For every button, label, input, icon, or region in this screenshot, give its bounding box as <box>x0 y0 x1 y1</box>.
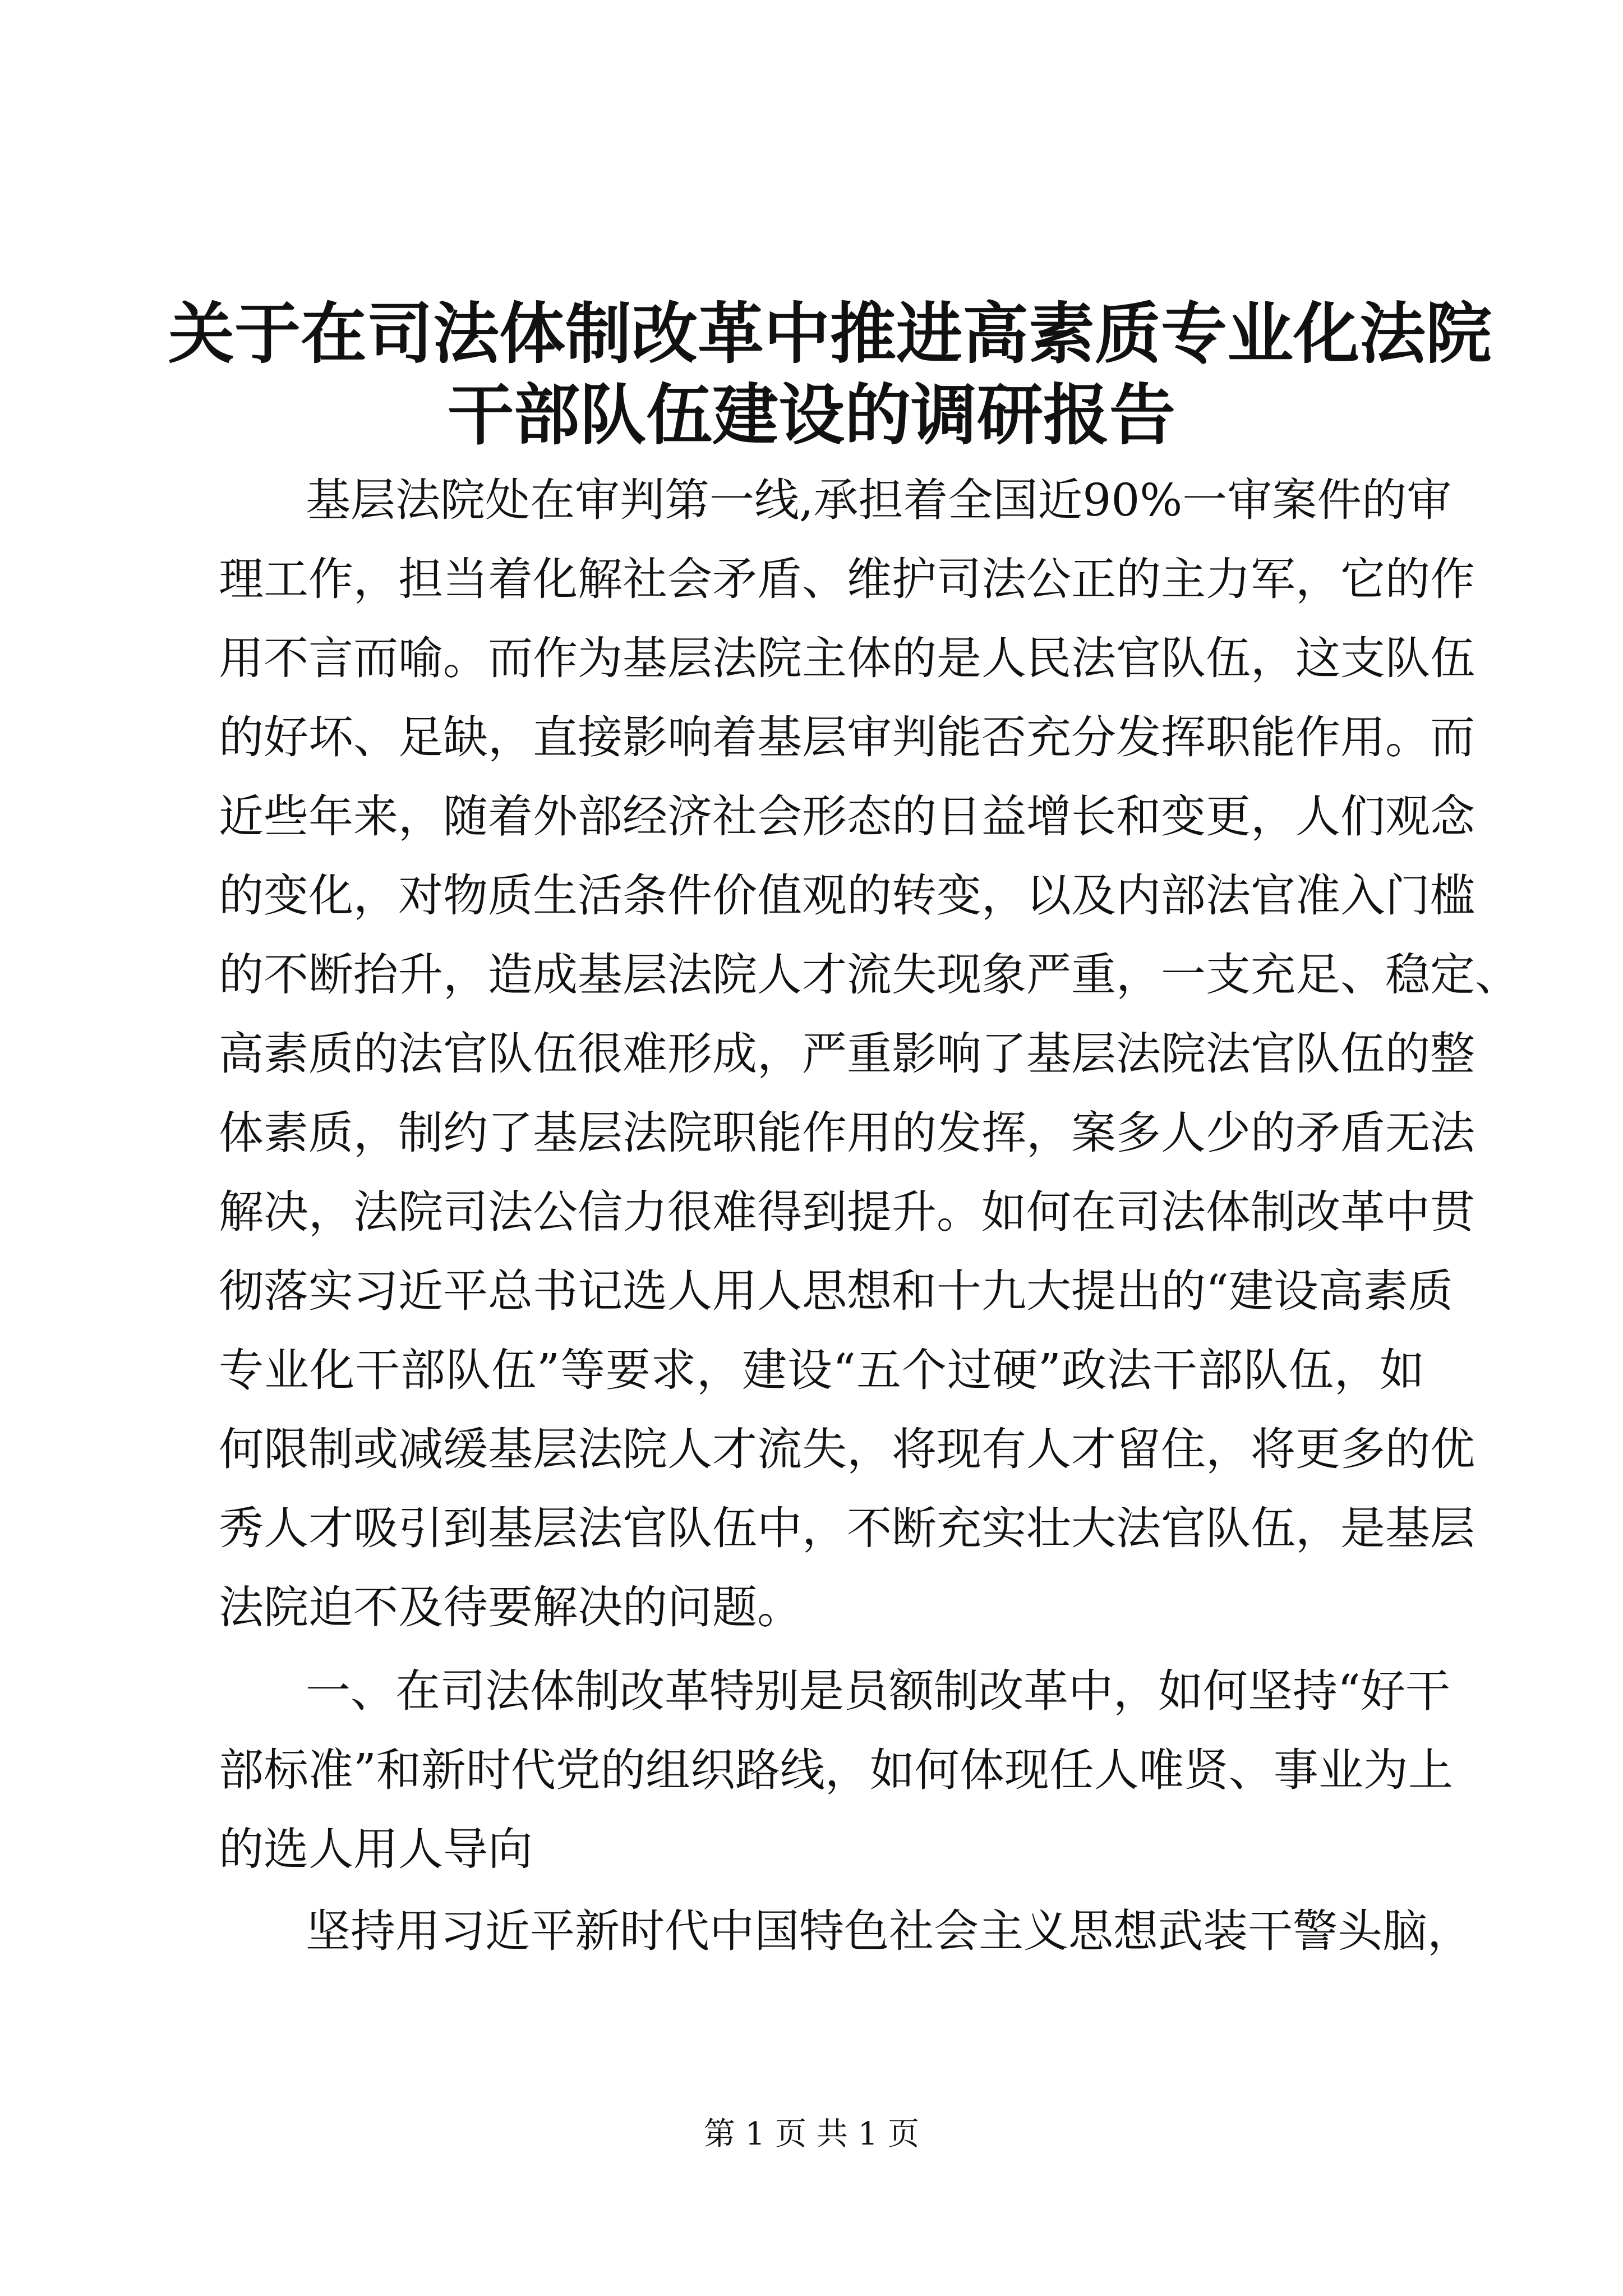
paragraph-line: 秀人才吸引到基层法官队伍中，不断充实壮大法官队伍，是基层 <box>219 1502 1475 1554</box>
section-heading-line: 一、在司法体制改革特别是员额制改革中，如何坚持“好干 <box>306 1665 1450 1717</box>
paragraph-line: 用不言而喻。而作为基层法院主体的是人民法官队伍，这支队伍 <box>219 632 1475 684</box>
paragraph-line: 解决，法院司法公信力很难得到提升。如何在司法体制改革中贯 <box>219 1186 1475 1238</box>
paragraph-line: 的好坏、足缺，直接影响着基层审判能否充分发挥职能作用。而 <box>219 711 1475 763</box>
paragraph-line: 理工作，担当着化解社会矛盾、维护司法公正的主力军，它的作 <box>219 553 1475 605</box>
paragraph-line: 专业化干部队伍”等要求，建设“五个过硬”政法干部队伍，如 <box>219 1344 1424 1396</box>
paragraph-line: 的变化，对物质生活条件价值观的转变，以及内部法官准入门槛 <box>219 869 1475 922</box>
paragraph-line: 坚持用习近平新时代中国特色社会主义思想武装干警头脑， <box>306 1905 1472 1957</box>
section-heading-line: 部标准”和新时代党的组织路线，如何体现任人唯贤、事业为上 <box>219 1744 1453 1796</box>
paragraph-line: 法院迫不及待要解决的问题。 <box>219 1581 802 1634</box>
section-heading-line: 的选人用人导向 <box>219 1823 533 1875</box>
paragraph-line: 体素质，制约了基层法院职能作用的发挥，案多人少的矛盾无法 <box>219 1107 1475 1159</box>
paragraph-line: 基层法院处在审判第一线,承担着全国近90%一审案件的审 <box>306 474 1452 526</box>
paragraph-line: 高素质的法官队伍很难形成，严重影响了基层法院法官队伍的整 <box>219 1028 1475 1080</box>
paragraph-line: 近些年来，随着外部经济社会形态的日益增长和变更，人们观念 <box>219 790 1475 843</box>
page-number-footer: 第 1 页 共 1 页 <box>703 2116 920 2152</box>
document-title-line-2: 干部队伍建设的调研报告 <box>447 376 1175 454</box>
paragraph-line: 彻落实习近平总书记选人用人思想和十九大提出的“建设高素质 <box>219 1265 1453 1317</box>
paragraph-line: 的不断抬升，造成基层法院人才流失现象严重，一支充足、稳定、 <box>219 949 1520 1001</box>
document-title-line-1: 关于在司法体制改革中推进高素质专业化法院 <box>168 295 1492 372</box>
paragraph-line: 何限制或减缓基层法院人才流失，将现有人才留住，将更多的优 <box>219 1423 1475 1475</box>
